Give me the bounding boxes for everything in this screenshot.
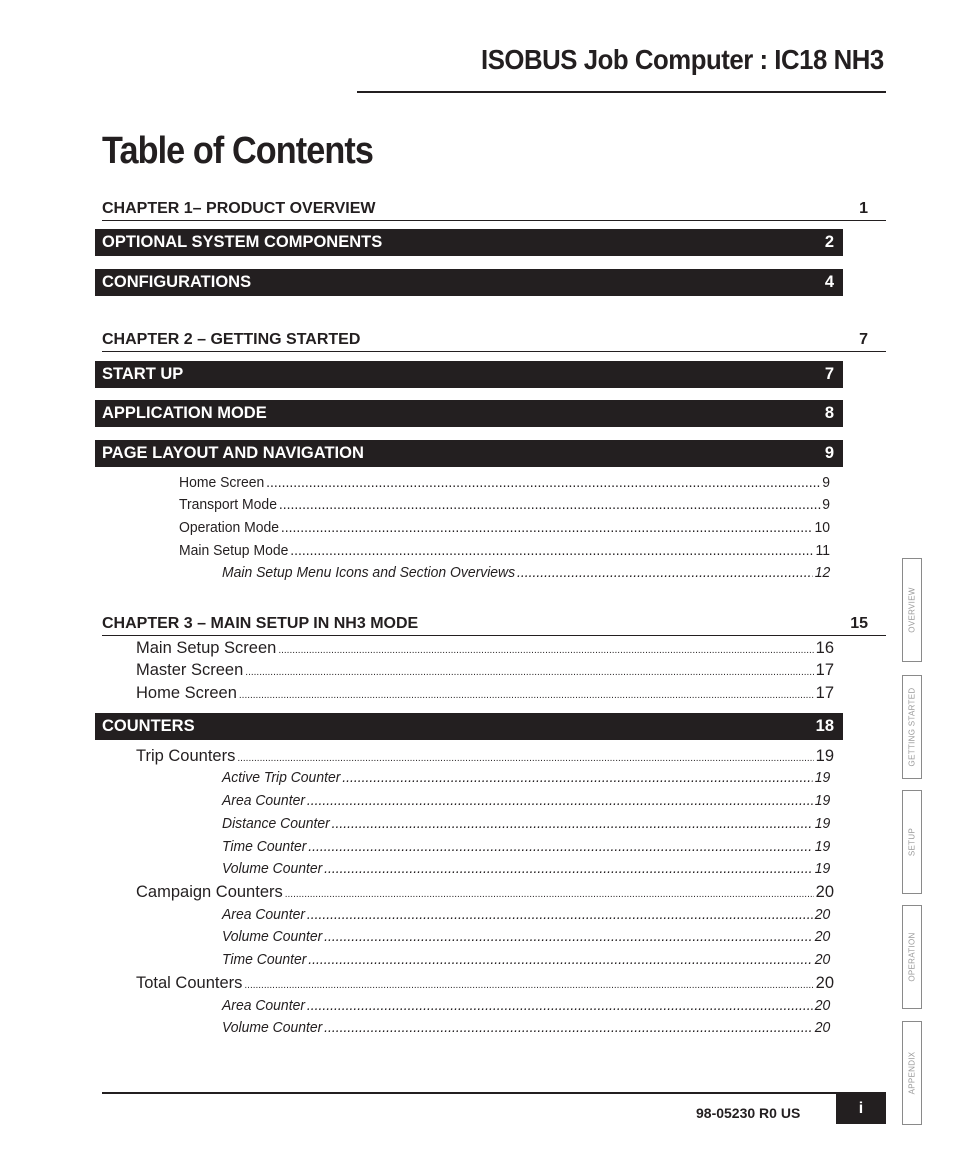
dot-leader [307,792,813,809]
toc-entry-volume-counter[interactable] [222,1019,830,1041]
document-title: ISOBUS Job Computer : IC18 NH3 [481,44,884,75]
entry-label: Volume Counter [222,928,323,945]
entry-label: Area Counter [222,906,305,923]
dot-leader [307,997,813,1014]
section-configurations[interactable] [95,269,843,296]
entry-label: Distance Counter [222,815,330,832]
section-page: 18 [815,717,834,735]
entry-label: Operation Mode [179,519,280,536]
entry-page: 19 [814,838,831,855]
dot-leader [278,645,813,656]
dot-leader [266,474,820,491]
entry-page: 17 [815,684,834,702]
entry-label: Total Counters [136,974,243,992]
toc-entry-area-counter[interactable] [222,997,830,1019]
side-tab-operation[interactable] [902,905,922,1009]
entry-label: Area Counter [222,792,305,809]
chapter-3-row[interactable] [102,611,886,636]
entry-page: 20 [815,974,834,992]
chapter-1-row[interactable] [102,196,886,221]
section-page-layout-and-navigation[interactable] [95,440,843,467]
entry-page: 19 [814,769,831,786]
dot-leader [324,928,813,945]
entry-page: 20 [814,997,831,1014]
page-number: i [836,1094,886,1124]
dot-leader [308,951,813,968]
entry-page: 10 [814,519,830,536]
dot-leader [342,769,813,786]
entry-page: 20 [814,928,831,945]
section-page: 4 [824,273,834,291]
side-tab-overview[interactable] [902,558,922,662]
toc-entry-time-counter[interactable] [222,951,830,973]
toc-entry-campaign-counters[interactable] [136,883,834,905]
chapter-page: 7 [859,331,868,348]
toc-entry-main-setup-mode[interactable] [179,542,830,564]
toc-entry-volume-counter[interactable] [222,928,830,950]
entry-label: Master Screen [136,661,244,679]
entry-label: Main Setup Screen [136,639,277,657]
entry-label: Home Screen [136,684,237,702]
toc-entry-operation-mode[interactable] [179,519,830,541]
dot-leader [239,690,814,701]
dot-leader [332,815,813,832]
entry-label: Home Screen [179,474,265,491]
chapter-label: CHAPTER 3 – MAIN SETUP IN NH3 MODE [102,615,419,632]
toc-entry-master-screen[interactable] [136,661,834,683]
entry-label: Main Setup Menu Icons and Section Overviews [222,564,516,581]
entry-page: 16 [815,639,834,657]
section-page: 9 [824,444,834,462]
dot-leader [279,496,821,513]
dot-leader [237,753,813,764]
section-page: 2 [824,233,834,251]
entry-label: Time Counter [222,838,307,855]
dot-leader [324,860,813,877]
entry-label: Time Counter [222,951,307,968]
section-counters[interactable] [95,713,843,740]
entry-page: 20 [814,906,831,923]
toc-heading: Table of Contents [102,130,373,172]
entry-label: Active Trip Counter [222,769,341,786]
entry-page: 12 [814,564,831,581]
toc-entry-main-setup-menu-icons[interactable] [222,564,830,586]
toc-entry-volume-counter[interactable] [222,860,830,882]
toc-entry-area-counter[interactable] [222,906,830,928]
toc-entry-home-screen[interactable] [179,474,830,496]
side-tab-label: OVERVIEW [907,587,917,633]
toc-entry-trip-counters[interactable] [136,747,834,769]
side-tab-label: OPERATION [907,932,917,982]
dot-leader [244,980,813,991]
toc-entry-area-counter[interactable] [222,792,830,814]
toc-entry-transport-mode[interactable] [179,496,830,518]
side-tab-getting-started[interactable] [902,675,922,779]
entry-page: 19 [814,860,831,877]
section-label: APPLICATION MODE [102,404,267,422]
side-tab-setup[interactable] [902,790,922,894]
title-divider [357,91,886,93]
entry-label: Transport Mode [179,496,277,513]
toc-entry-distance-counter[interactable] [222,815,830,837]
dot-leader [245,667,813,678]
entry-page: 17 [815,661,834,679]
chapter-page: 1 [859,200,868,217]
entry-page: 9 [822,474,830,491]
section-label: CONFIGURATIONS [102,273,252,291]
toc-entry-active-trip-counter[interactable] [222,769,830,791]
side-tab-label: APPENDIX [907,1051,917,1095]
entry-page: 20 [815,883,834,901]
dot-leader [307,906,813,923]
footer-divider [102,1092,886,1094]
dot-leader [517,564,813,581]
chapter-label: CHAPTER 2 – GETTING STARTED [102,331,361,348]
entry-page: 20 [814,951,831,968]
toc-entry-main-setup-screen[interactable] [136,639,834,661]
dot-leader [281,519,813,536]
entry-label: Campaign Counters [136,883,283,901]
toc-entry-total-counters[interactable] [136,974,834,996]
entry-label: Volume Counter [222,1019,323,1036]
section-label: COUNTERS [102,717,195,735]
entry-page: 20 [814,1019,831,1036]
side-tab-label: SETUP [907,827,917,857]
toc-entry-time-counter[interactable] [222,838,830,860]
side-tab-appendix[interactable] [902,1021,922,1125]
entry-label: Trip Counters [136,747,236,765]
dot-leader [324,1019,813,1036]
section-optional-system-components[interactable] [95,229,843,256]
section-label: START UP [102,365,184,383]
chapter-page: 15 [850,615,868,632]
chapter-2-row[interactable] [102,327,886,352]
dot-leader [290,542,813,559]
entry-page: 19 [814,815,831,832]
section-start-up[interactable] [95,361,843,388]
entry-page: 11 [815,542,830,559]
section-page: 7 [824,365,834,383]
entry-page: 19 [814,792,831,809]
entry-page: 19 [815,747,834,765]
dot-leader [308,838,813,855]
entry-label: Area Counter [222,997,305,1014]
section-label: OPTIONAL SYSTEM COMPONENTS [102,233,383,251]
side-tab-label: GETTING STARTED [907,687,917,767]
section-label: PAGE LAYOUT AND NAVIGATION [102,444,364,462]
entry-label: Volume Counter [222,860,323,877]
entry-page: 9 [822,496,830,513]
toc-entry-home-screen-nh3[interactable] [136,684,834,706]
entry-label: Main Setup Mode [179,542,289,559]
dot-leader [285,889,814,900]
chapter-label: CHAPTER 1– PRODUCT OVERVIEW [102,200,376,217]
document-number: 98-05230 R0 US [696,1105,801,1121]
section-page: 8 [824,404,834,422]
section-application-mode[interactable] [95,400,843,427]
